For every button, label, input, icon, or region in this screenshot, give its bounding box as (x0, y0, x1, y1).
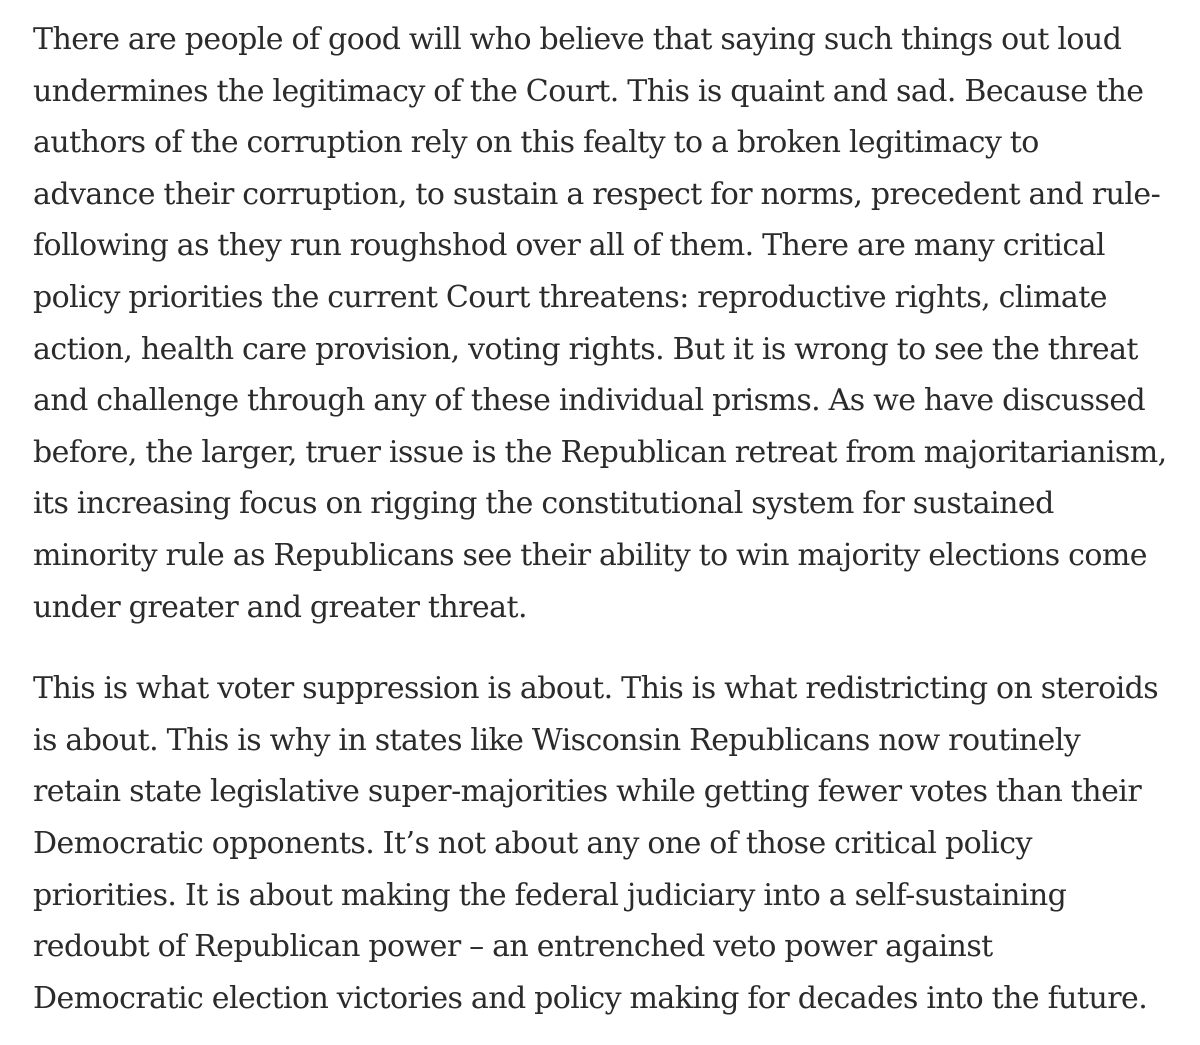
paragraph-2 (33, 663, 1178, 1024)
text-line: is about. This is why in states like Wisconsin Republicans now routinely (33, 722, 1081, 758)
text-line: minority rule as Republicans see their ability to win majority elections come (33, 537, 1147, 573)
text-line: before, the larger, truer issue is the Republican retreat from majoritarianism, (33, 434, 1167, 470)
text-line: under greater and greater threat. (33, 589, 527, 625)
text-line: following as they run roughshod over all of them. There are many critical (33, 228, 1105, 264)
text-line: authors of the corruption rely on this fealty to a broken legitimacy to (33, 125, 1039, 161)
text-line: Democratic opponents. It’s not about any one of those critical policy (33, 825, 1032, 861)
article-body (33, 14, 1178, 1024)
text-line: its increasing focus on rigging the constitutional system for sustained (33, 486, 1054, 522)
text-line: This is what voter suppression is about. This is what redistricting on steroids (33, 671, 1159, 707)
text-line: advance their corruption, to sustain a respect for norms, precedent and rule- (33, 176, 1161, 212)
text-line: priorities. It is about making the federal judiciary into a self-sustaining (33, 877, 1067, 913)
text-line: retain state legislative super-majorities while getting fewer votes than their (33, 774, 1142, 810)
text-line: undermines the legitimacy of the Court. This is quaint and sad. Because the (33, 73, 1144, 109)
text-line: policy priorities the current Court threatens: reproductive rights, climate (33, 279, 1107, 315)
paragraph-1 (33, 14, 1178, 633)
text-line: and challenge through any of these individual prisms. As we have discussed (33, 383, 1146, 419)
text-line: There are people of good will who believe that saying such things out loud (33, 22, 1122, 57)
text-line: redoubt of Republican power – an entrenched veto power against (33, 929, 993, 965)
text-line: Democratic election victories and policy making for decades into the future. (33, 980, 1148, 1016)
text-line: action, health care provision, voting rights. But it is wrong to see the threat (33, 331, 1138, 367)
